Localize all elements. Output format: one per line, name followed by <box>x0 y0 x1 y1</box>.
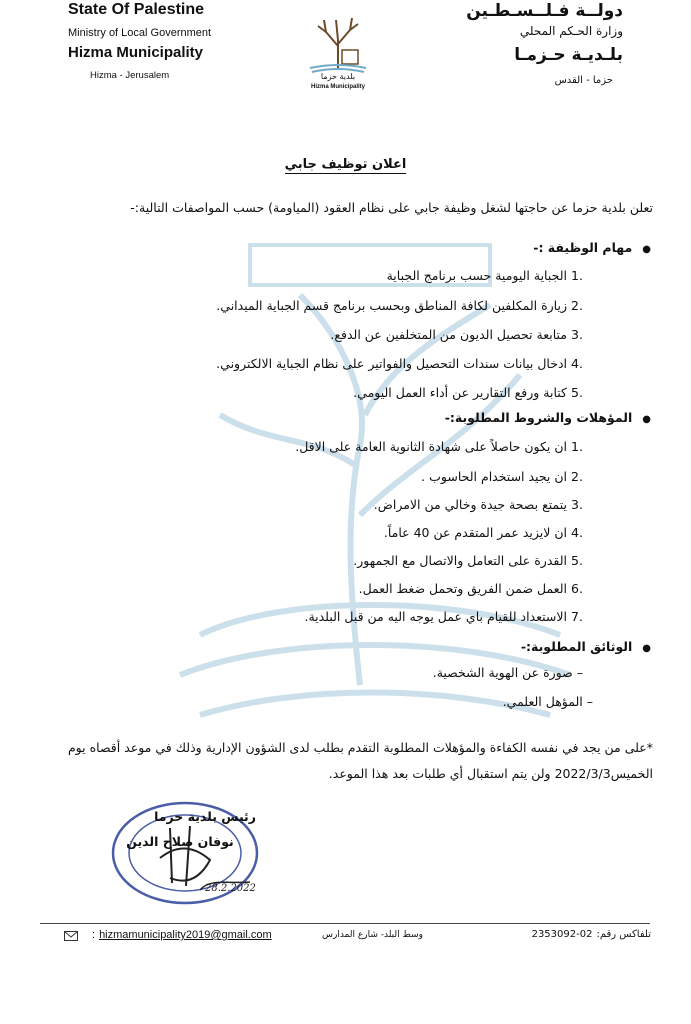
list-item: .3يتمتع بصحة جيدة وخالي من الامراض. <box>373 497 583 512</box>
section-heading-duties <box>533 239 651 259</box>
list-item: – صورة عن الهوية الشخصية. <box>432 665 583 680</box>
ministry-name-en: Ministry of Local Government <box>68 27 212 39</box>
section-heading-documents <box>521 638 651 658</box>
announcement-title <box>0 156 691 174</box>
envelope-icon <box>64 931 78 941</box>
logo-caption-ar: بلدية حزما <box>320 72 356 81</box>
list-item: .2زيارة المكلفين لكافة المناطق وبحسب برنامج قسم الجباية الميداني. <box>216 298 583 313</box>
section-heading-text: مهام الوظيفة :- <box>533 240 633 255</box>
footer-address: وسط البلد- شارع المدارس <box>322 930 423 940</box>
section-heading-text: المؤهلات والشروط المطلوبة:- <box>444 410 633 425</box>
list-item: .6العمل ضمن الفريق وتحمل ضغط العمل. <box>358 581 583 596</box>
footer-fax <box>532 929 651 940</box>
location-ar: حزما - القدس <box>554 75 613 86</box>
list-item: .1الجباية اليومية حسب برنامج الجباية <box>386 268 583 283</box>
list-item: .5كتابة ورفع التقارير عن أداء العمل اليومي. <box>353 385 583 400</box>
signatory-title: رئيس بلدية حزما <box>154 809 256 824</box>
list-item: .3متابعة تحصيل الديون من المتخلفين عن الدفع. <box>330 327 583 342</box>
closing-line-1: *على من يجد في نفسه الكفاءة والمؤهلات المطلوبة التقدم بطلب لدى الشؤون الإدارية وذلك في موعد أقصاه يوم <box>67 740 653 755</box>
list-item: .4ادخال بيانات سندات التحصيل والفواتير على نظام الجباية الالكتروني. <box>216 356 583 371</box>
header-english <box>68 0 268 83</box>
bullet-icon: ● <box>642 244 651 255</box>
footer-divider <box>40 923 650 924</box>
list-item: – المؤهل العلمي. <box>502 694 593 709</box>
email-link[interactable]: hizmamunicipality2019@gmail.com <box>99 929 272 941</box>
bullet-icon: ● <box>642 643 651 654</box>
section-heading-qualifications <box>445 409 651 429</box>
municipality-name-ar: بلـديـة حـزمـا <box>514 45 623 65</box>
signature-date: 28.2.2022 <box>205 883 256 894</box>
section-heading-text: الوثائق المطلوبة:- <box>520 639 633 654</box>
logo-caption-en: Hizma Municipality <box>310 84 365 90</box>
municipality-name-en: Hizma Municipality <box>68 44 204 61</box>
ministry-name-ar: وزارة الحـكم المحلي <box>519 24 623 38</box>
email-label: : <box>92 929 96 941</box>
fax-label: تلفاكس رقم: <box>596 929 651 940</box>
state-name-ar: دولــة فـلــسـطـين <box>466 1 623 21</box>
list-item: .4ان لايزيد عمر المتقدم عن 40 عاماً. <box>383 525 583 540</box>
fax-number: 02-2353092 <box>531 929 593 940</box>
state-name-en: State Of Palestine <box>68 1 205 18</box>
location-en: Hizma - Jerusalem <box>90 70 170 81</box>
list-item: .2ان يجيد استخدام الحاسوب . <box>421 469 583 484</box>
bullet-icon: ● <box>642 414 651 425</box>
list-item: .5القدرة على التعامل والاتصال مع الجمهور. <box>353 553 583 568</box>
list-item: .7الاستعداد للقيام باي عمل يوجه اليه من قبل البلدية. <box>304 609 583 624</box>
footer-email <box>92 929 272 941</box>
closing-line-2: الخميس2022/3/3 ولن يتم استقبال أي طلبات بعد هذا الموعد. <box>328 766 653 781</box>
announcement-title-text: اعلان توظيف جابي <box>284 157 407 172</box>
signatory-name: نوفان صلاح الدين <box>126 834 234 849</box>
list-item: .1ان يكون حاصلاً على شهادة الثانوية العامة على الاقل. <box>295 439 583 454</box>
header-arabic <box>453 0 623 88</box>
announcement-intro: تعلن بلدية حزما عن حاجتها لشغل وظيفة جابي على نظام العقود (المياومة) حسب المواصفات التالية:- <box>130 200 653 215</box>
